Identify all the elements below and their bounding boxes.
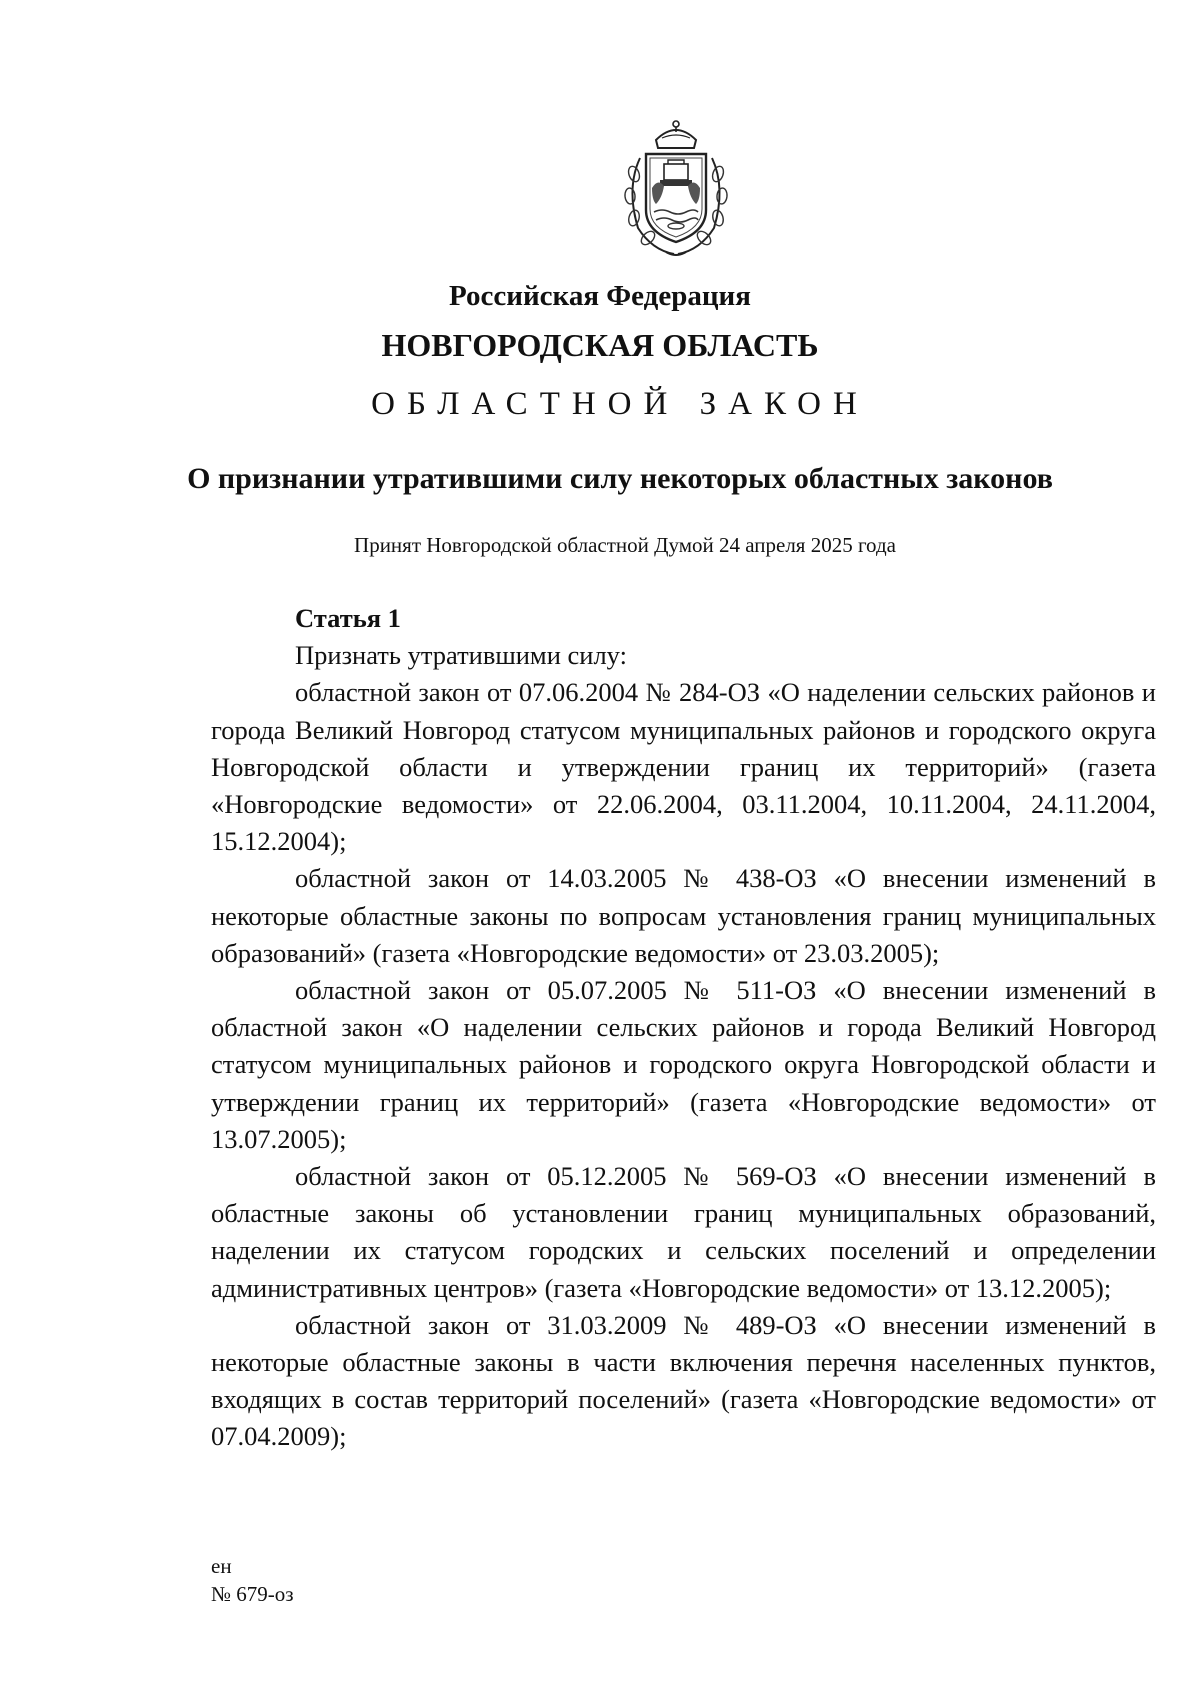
country-heading: Российская Федерация — [449, 280, 751, 312]
list-item: областной закон от 05.12.2005 № 569-ОЗ «О внесении изменений в областные законы об установлении границ муниципальных образований, наделении их статусом городских и сельских поселений и определении административных центров» (газета «Новгородские ведомости» от 13.12.2005); — [211, 1161, 1156, 1303]
executor-initials: ен — [211, 1554, 232, 1578]
document-number: № 679-оз — [211, 1582, 294, 1606]
list-item: областной закон от 07.06.2004 № 284-ОЗ «О наделении сельских районов и города Великий Новгород статусом муниципальных районов и городского округа Новгородской области и утверждении границ их территорий» (газета «Новгородские ведомости» от 22.06.2004, 03.11.2004, 10.11.2004, 24.11.2004, 15.12.2004); — [211, 677, 1156, 857]
law-body — [211, 600, 1156, 1456]
law-title: О признании утратившими силу некоторых областных законов — [187, 462, 1053, 495]
list-item: областной закон от 14.03.2005 № 438-ОЗ «О внесении изменений в некоторые областные законы по вопросам установления границ муниципальных образований» (газета «Новгородские ведомости» от 23.03.2005); — [211, 863, 1156, 968]
article-heading: Статья 1 — [295, 603, 401, 633]
adoption-note: Принят Новгородской областной Думой 24 апреля 2025 года — [354, 533, 896, 557]
region-heading: НОВГОРОДСКАЯ ОБЛАСТЬ — [381, 327, 819, 363]
coat-of-arms-icon — [612, 118, 740, 258]
list-item: областной закон от 05.07.2005 № 511-ОЗ «О внесении изменений в областной закон «О наделении сельских районов и города Великий Новгород статусом муниципальных районов и городского округа Новгородской области и утверждении границ их территорий» (газета «Новгородские ведомости» от 13.07.2005); — [211, 975, 1156, 1154]
document-type-heading: ОБЛАСТНОЙ ЗАКОН — [371, 386, 869, 422]
list-item: областной закон от 31.03.2009 № 489-ОЗ «О внесении изменений в некоторые областные законы в части включения перечня населенных пунктов, входящих в состав территорий поселений» (газета «Новгородские ведомости» от 07.04.2009); — [211, 1309, 1156, 1452]
article-intro: Признать утратившими силу: — [295, 640, 627, 671]
document-footer — [211, 1552, 294, 1608]
